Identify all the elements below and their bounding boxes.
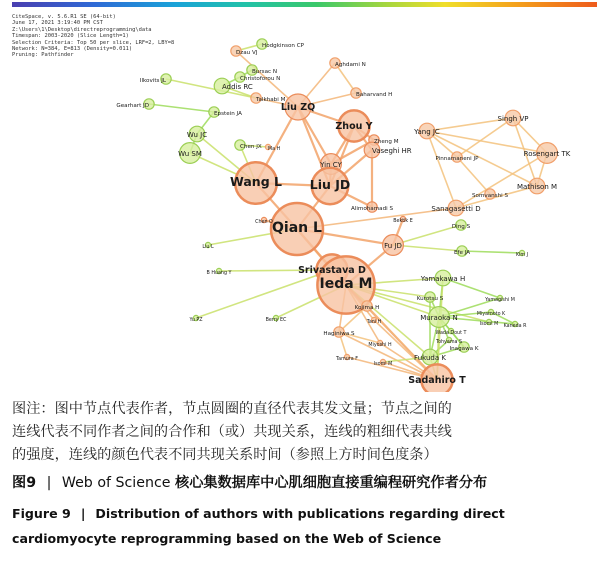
separator: |: [46, 475, 52, 491]
author-label: Aghdami N: [335, 62, 366, 68]
header-line: Selection Criteria: Top 50 per slice, LRF=2, LBY=8: [12, 39, 175, 46]
header-line: June 17, 2021 3:19:40 PM CST: [12, 20, 103, 27]
author-label: Fukuda K: [414, 354, 446, 362]
author-label: Rosengart TK: [523, 150, 571, 158]
author-label: Miyoshi H: [368, 343, 392, 348]
header-line: CiteSpace, v. 5.6.R1 SE (64-bit): [12, 14, 116, 20]
author-label: Liu ZQ: [280, 102, 316, 113]
figure-title-en-line1: Distribution of authors with publications regarding direct: [95, 506, 505, 521]
author-label: Haginiwa S: [323, 331, 355, 337]
header-line: Pruning: Pathfinder: [12, 52, 74, 59]
author-label: Bursac N: [252, 69, 278, 75]
author-label: Gearhart JD: [116, 103, 149, 109]
author-label: Vaseghi HR: [372, 147, 412, 155]
author-label: Ilkovits JL: [139, 78, 166, 84]
figure-number-en: Figure 9: [12, 506, 71, 521]
author-label: Talkhabi M: [256, 97, 286, 103]
author-label: Tohyama S: [435, 340, 463, 345]
author-label: Epstein JA: [214, 111, 242, 117]
author-label: Wu JC: [186, 131, 208, 139]
author-label: Liu JD: [309, 177, 351, 192]
author-label: Inagawa K: [449, 346, 479, 352]
figure-title-en: [12, 501, 592, 551]
author-label: Tamura F: [336, 357, 358, 362]
author-label: Kim J: [515, 253, 529, 258]
author-label: Baharvand H: [356, 92, 393, 98]
note-line: 连线代表不同作者之间的合作和（或）共现关系，连线的粗细代表共线: [12, 424, 452, 440]
author-label: Zhou Y: [335, 121, 373, 132]
link-layer: [149, 44, 547, 380]
coauthor-link: [462, 251, 522, 253]
note-line: 的强度，连线的颜色代表不同共现关系时间（参照上方时间色度条）: [12, 447, 438, 463]
author-label: Yang JC: [414, 128, 440, 136]
database-name: Web of Science: [61, 475, 171, 491]
figure-title-text-cn: 核心集数据库中心肌细胞直接重编程研究作者分布: [175, 475, 488, 491]
author-label: Addis RC: [222, 83, 253, 91]
author-label: Yamagishi M: [485, 298, 515, 303]
author-label: Chen O: [255, 220, 273, 225]
author-label: Chen JX: [240, 144, 262, 150]
author-label: Berry EC: [265, 318, 287, 323]
figure-title-en-line2: cardiomyocyte reprogramming based on the Web of Science: [12, 531, 442, 546]
author-label: Wada Dout T: [435, 331, 467, 336]
header-line: Network: N=384, E=813 (Density=0.011): [12, 46, 133, 53]
coauthor-link: [149, 104, 214, 112]
author-label: Wu SM: [178, 150, 202, 158]
author-label: Zheng M: [374, 139, 399, 145]
figure-note: [12, 398, 592, 467]
header-line: Timespan: 2003-2020 (Slice Length=1): [12, 33, 129, 40]
author-label: B Huang Y: [206, 271, 232, 276]
author-label: Alimohamadi S: [350, 206, 394, 212]
time-color-bar: [12, 2, 597, 7]
author-label: Muraoka N: [420, 314, 458, 322]
author-label: Kurotsu S: [416, 296, 444, 302]
author-label: Srivastava D: [298, 265, 366, 276]
author-label: Liu L: [202, 245, 214, 250]
author-label: Mathison M: [516, 183, 558, 191]
coauthor-link: [457, 157, 490, 194]
author-label: Pinnamaneni JP: [435, 156, 479, 162]
note-line: 图注：图中节点代表作者，节点圆圈的直径代表其发文量；节点之间的: [12, 401, 452, 417]
author-label: Kojima H: [354, 305, 380, 311]
author-label: Sadahiro T: [408, 375, 466, 386]
author-label: Kaneda R: [503, 324, 527, 329]
author-label: Yin CY: [320, 161, 342, 169]
coauthor-link: [196, 270, 332, 318]
author-label: Qian L: [272, 220, 322, 236]
figure-number-cn: 图9: [12, 475, 37, 491]
author-label: Isomi M: [373, 362, 393, 367]
author-label: Yamakawa H: [420, 275, 466, 283]
citespace-header: [12, 14, 174, 59]
author-label: Singh VP: [497, 115, 529, 123]
author-label: Sanagasetti D: [431, 205, 481, 213]
author-label: Miyamoto K: [476, 312, 506, 317]
author-label: Isomi M: [479, 322, 499, 327]
separator: |: [80, 506, 86, 521]
figure-title-cn: [12, 472, 592, 494]
author-label: Christoforou N: [240, 76, 281, 82]
label-layer: [116, 43, 570, 386]
author-label: Ding S: [451, 224, 471, 230]
author-label: Efe JA: [453, 250, 471, 256]
author-label: Ma H: [268, 147, 281, 152]
author-label: Tani H: [366, 320, 382, 325]
node-layer: [144, 39, 558, 392]
author-label: Dzau VJ: [236, 50, 258, 56]
author-label: Yu PZ: [189, 318, 203, 323]
author-label: Hodgkinson CP: [262, 43, 305, 49]
author-label: Ieda M: [319, 276, 373, 292]
header-line: Z:\Users\1\Desktop\directreprogramming\data: [12, 26, 152, 33]
author-label: Wang L: [230, 174, 282, 189]
author-label: Bektik E: [393, 219, 413, 224]
author-label: Fu JD: [384, 242, 402, 250]
author-label: Somvanshi S: [471, 193, 509, 199]
